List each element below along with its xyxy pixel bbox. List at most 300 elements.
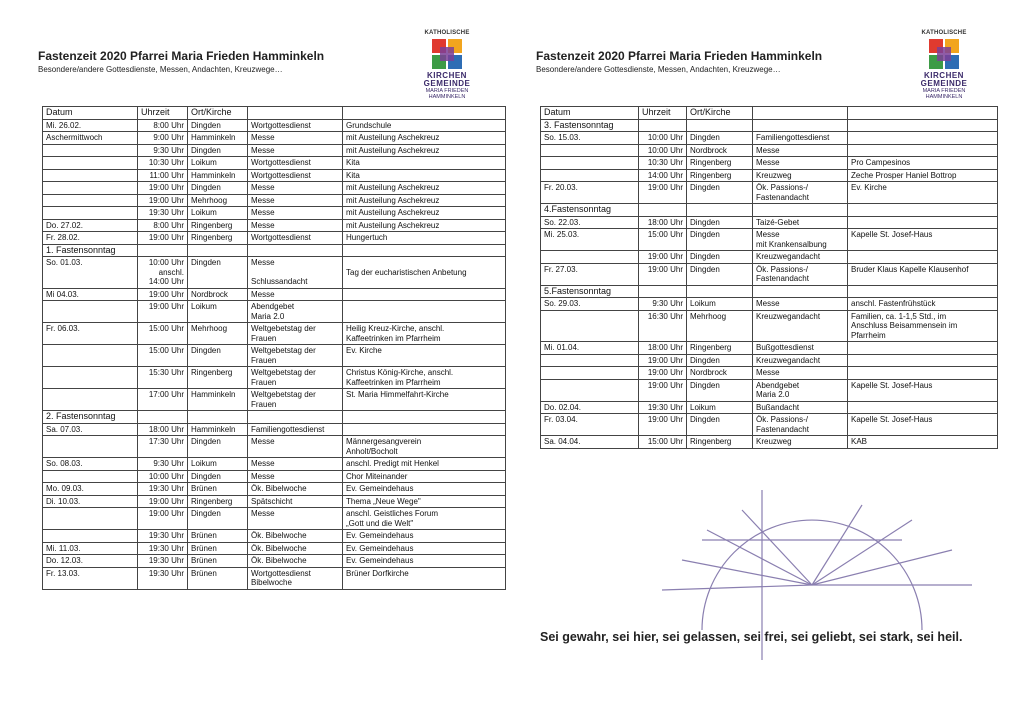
time-cell: 19:00 Uhr bbox=[639, 379, 687, 401]
note-cell bbox=[848, 251, 998, 264]
type-cell: Messe bbox=[753, 367, 848, 380]
place-cell: Dingden bbox=[188, 436, 248, 458]
note-cell bbox=[343, 288, 506, 301]
logo-line-2: GEMEINDE bbox=[423, 79, 471, 88]
place-cell: Ringenberg bbox=[188, 495, 248, 508]
logo-line-2-right: GEMEINDE bbox=[920, 79, 968, 88]
table-row bbox=[541, 401, 998, 414]
type-cell: Weltgebetstag der Frauen bbox=[248, 367, 343, 389]
time-cell: 10:30 Uhr bbox=[138, 157, 188, 170]
date-cell bbox=[541, 310, 639, 342]
time-cell: 19:00 Uhr bbox=[639, 354, 687, 367]
place-cell: Ringenberg bbox=[188, 367, 248, 389]
place-cell: Brünen bbox=[188, 567, 248, 589]
empty-cell bbox=[848, 285, 998, 298]
col-time-header: Uhrzeit bbox=[639, 107, 687, 120]
table-row bbox=[541, 229, 998, 251]
parish-logo-right bbox=[916, 30, 972, 98]
type-cell: Kreuzweg bbox=[753, 436, 848, 449]
type-cell: Familiengottesdienst bbox=[753, 132, 848, 145]
empty-cell bbox=[138, 411, 188, 424]
place-cell: Dingden bbox=[188, 257, 248, 289]
empty-cell bbox=[687, 119, 753, 132]
time-cell: 10:00 Uhr bbox=[639, 144, 687, 157]
date-cell: Fr. 20.03. bbox=[541, 182, 639, 204]
col-place-header: Ort/Kirche bbox=[188, 107, 248, 120]
table-row bbox=[541, 263, 998, 285]
time-cell: 18:00 Uhr bbox=[639, 216, 687, 229]
table-row bbox=[43, 288, 506, 301]
place-cell: Loikum bbox=[188, 207, 248, 220]
time-cell: 15:00 Uhr bbox=[639, 436, 687, 449]
place-cell: Dingden bbox=[687, 379, 753, 401]
place-cell: Dingden bbox=[188, 508, 248, 530]
time-cell: 16:30 Uhr bbox=[639, 310, 687, 342]
type-cell: Ök. Passions-/ Fastenandacht bbox=[753, 182, 848, 204]
type-cell: Kreuzwegandacht bbox=[753, 251, 848, 264]
note-cell: anschl. Geistliches Forum „Gott und die Welt" bbox=[343, 508, 506, 530]
date-cell: Sa. 04.04. bbox=[541, 436, 639, 449]
note-cell: St. Maria Himmelfahrt-Kirche bbox=[343, 389, 506, 411]
type-cell: Ök. Passions-/ Fastenandacht bbox=[753, 414, 848, 436]
note-cell: Kita bbox=[343, 169, 506, 182]
empty-cell bbox=[848, 119, 998, 132]
note-cell: Tag der eucharistischen Anbetung bbox=[343, 257, 506, 289]
place-cell: Ringenberg bbox=[687, 342, 753, 355]
empty-cell bbox=[188, 411, 248, 424]
type-cell: Wortgottesdienst bbox=[248, 119, 343, 132]
type-cell: Messe bbox=[248, 219, 343, 232]
note-cell: Kapelle St. Josef-Haus bbox=[848, 414, 998, 436]
date-cell: Mi. 01.04. bbox=[541, 342, 639, 355]
date-cell bbox=[43, 157, 138, 170]
table-row bbox=[541, 379, 998, 401]
type-cell: Ök. Passions-/ Fastenandacht bbox=[753, 263, 848, 285]
type-cell: Messe bbox=[248, 436, 343, 458]
date-cell bbox=[43, 207, 138, 220]
empty-cell bbox=[753, 285, 848, 298]
note-cell bbox=[848, 354, 998, 367]
time-cell: 10:30 Uhr bbox=[639, 157, 687, 170]
type-cell: Familiengottesdienst bbox=[248, 423, 343, 436]
page-title-right: Fastenzeit 2020 Pfarrei Maria Frieden Hamminkeln bbox=[536, 49, 823, 63]
table-row bbox=[541, 251, 998, 264]
time-cell: 8:00 Uhr bbox=[138, 119, 188, 132]
date-cell bbox=[541, 144, 639, 157]
note-cell: Ev. Kirche bbox=[343, 345, 506, 367]
empty-cell bbox=[343, 244, 506, 257]
table-row bbox=[43, 495, 506, 508]
note-cell: mit Austeilung Aschekreuz bbox=[343, 132, 506, 145]
note-cell: Chor Miteinander bbox=[343, 470, 506, 483]
place-cell: Loikum bbox=[687, 401, 753, 414]
table-row bbox=[43, 144, 506, 157]
date-cell bbox=[43, 182, 138, 195]
type-cell: Taizé-Gebet bbox=[753, 216, 848, 229]
place-cell: Dingden bbox=[687, 216, 753, 229]
col-note-header bbox=[343, 107, 506, 120]
date-cell bbox=[541, 169, 639, 182]
table-row bbox=[43, 367, 506, 389]
date-cell bbox=[43, 436, 138, 458]
place-cell: Brünen bbox=[188, 530, 248, 543]
schedule-table-left bbox=[42, 106, 506, 590]
place-cell: Hamminkeln bbox=[188, 132, 248, 145]
place-cell: Nordbrock bbox=[687, 144, 753, 157]
date-cell: So. 08.03. bbox=[43, 458, 138, 471]
table-row bbox=[541, 367, 998, 380]
empty-cell bbox=[343, 411, 506, 424]
time-cell: 9:00 Uhr bbox=[138, 132, 188, 145]
date-cell bbox=[43, 345, 138, 367]
date-cell: Do. 27.02. bbox=[43, 219, 138, 232]
place-cell: Mehrhoog bbox=[188, 323, 248, 345]
table-row bbox=[43, 483, 506, 496]
time-cell: 19:30 Uhr bbox=[138, 207, 188, 220]
type-cell: Abendgebet Maria 2.0 bbox=[753, 379, 848, 401]
time-cell: 19:00 Uhr bbox=[639, 367, 687, 380]
motto-text: Sei gewahr, sei hier, sei gelassen, sei frei, sei geliebt, sei stark, sei heil. bbox=[540, 630, 963, 644]
place-cell: Dingden bbox=[188, 119, 248, 132]
page-title: Fastenzeit 2020 Pfarrei Maria Frieden Hamminkeln bbox=[38, 49, 325, 63]
note-cell: Grundschule bbox=[343, 119, 506, 132]
time-cell: 10:00 Uhr bbox=[138, 470, 188, 483]
table-row bbox=[541, 132, 998, 145]
table-row bbox=[43, 157, 506, 170]
time-cell: 19:00 Uhr bbox=[138, 182, 188, 195]
table-row bbox=[43, 169, 506, 182]
time-cell: 19:00 Uhr bbox=[639, 263, 687, 285]
section-heading: 4.Fastensonntag bbox=[541, 204, 639, 217]
section-heading: 1. Fastensonntag bbox=[43, 244, 138, 257]
empty-cell bbox=[188, 244, 248, 257]
empty-cell bbox=[639, 204, 687, 217]
type-cell: Messe bbox=[248, 508, 343, 530]
empty-cell bbox=[248, 244, 343, 257]
place-cell: Nordbrock bbox=[188, 288, 248, 301]
time-cell: 18:00 Uhr bbox=[138, 423, 188, 436]
date-cell bbox=[541, 367, 639, 380]
date-cell: Sa. 07.03. bbox=[43, 423, 138, 436]
table-row bbox=[43, 508, 506, 530]
date-cell bbox=[541, 379, 639, 401]
time-cell: 19:00 Uhr bbox=[639, 251, 687, 264]
logo-line-4: HAMMINKELN bbox=[428, 94, 466, 100]
empty-cell bbox=[248, 411, 343, 424]
time-cell: 9:30 Uhr bbox=[138, 144, 188, 157]
type-cell: Weltgebetstag der Frauen bbox=[248, 389, 343, 411]
note-cell: Brüner Dorfkirche bbox=[343, 567, 506, 589]
type-cell: Ök. Bibelwoche bbox=[248, 483, 343, 496]
time-cell: 18:00 Uhr bbox=[639, 342, 687, 355]
empty-cell bbox=[639, 119, 687, 132]
time-cell: 19:30 Uhr bbox=[138, 542, 188, 555]
type-cell: Wortgottesdienst bbox=[248, 169, 343, 182]
time-cell: 19:30 Uhr bbox=[138, 483, 188, 496]
time-cell: 19:30 Uhr bbox=[138, 555, 188, 568]
table-row bbox=[43, 567, 506, 589]
time-cell: 19:00 Uhr bbox=[138, 301, 188, 323]
date-cell bbox=[43, 508, 138, 530]
type-cell: Wortgottesdienst Bibelwoche bbox=[248, 567, 343, 589]
time-cell: 19:00 Uhr bbox=[138, 495, 188, 508]
note-cell: mit Austeilung Aschekreuz bbox=[343, 194, 506, 207]
date-cell: Aschermittwoch bbox=[43, 132, 138, 145]
note-cell: Hungertuch bbox=[343, 232, 506, 245]
section-heading: 3. Fastensonntag bbox=[541, 119, 639, 132]
time-cell: 14:00 Uhr bbox=[639, 169, 687, 182]
note-cell: KAB bbox=[848, 436, 998, 449]
note-cell bbox=[343, 301, 506, 323]
col-date-header: Datum bbox=[43, 107, 138, 120]
page-subtitle-right: Besondere/andere Gottesdienste, Messen, Andachten, Kreuzwege… bbox=[536, 65, 781, 74]
date-cell: Fr. 06.03. bbox=[43, 323, 138, 345]
schedule-table-right bbox=[540, 106, 998, 449]
place-cell: Dingden bbox=[687, 229, 753, 251]
place-cell: Dingden bbox=[188, 144, 248, 157]
type-cell: Bußandacht bbox=[753, 401, 848, 414]
type-cell: Kreuzwegandacht bbox=[753, 310, 848, 342]
date-cell: Fr. 28.02. bbox=[43, 232, 138, 245]
type-cell: Wortgottesdienst bbox=[248, 232, 343, 245]
col-time-header: Uhrzeit bbox=[138, 107, 188, 120]
parish-logo bbox=[419, 30, 475, 98]
table-row bbox=[43, 542, 506, 555]
table-row bbox=[43, 219, 506, 232]
time-cell: 17:00 Uhr bbox=[138, 389, 188, 411]
time-cell: 19:00 Uhr bbox=[138, 194, 188, 207]
place-cell: Dingden bbox=[687, 414, 753, 436]
page-subtitle: Besondere/andere Gottesdienste, Messen, Andachten, Kreuzwege… bbox=[38, 65, 283, 74]
place-cell: Loikum bbox=[188, 301, 248, 323]
section-row bbox=[43, 411, 506, 424]
time-cell: 15:00 Uhr bbox=[138, 345, 188, 367]
place-cell: Ringenberg bbox=[687, 436, 753, 449]
date-cell: Di. 10.03. bbox=[43, 495, 138, 508]
time-cell: 17:30 Uhr bbox=[138, 436, 188, 458]
type-cell: Ök. Bibelwoche bbox=[248, 530, 343, 543]
right-page bbox=[512, 0, 1024, 725]
type-cell: Messe bbox=[753, 144, 848, 157]
table-row bbox=[43, 119, 506, 132]
time-cell: 19:00 Uhr bbox=[138, 232, 188, 245]
empty-cell bbox=[687, 204, 753, 217]
place-cell: Ringenberg bbox=[188, 232, 248, 245]
type-cell: Messe bbox=[753, 298, 848, 311]
date-cell: Fr. 03.04. bbox=[541, 414, 639, 436]
note-cell bbox=[848, 342, 998, 355]
type-cell: Messe bbox=[753, 157, 848, 170]
note-cell bbox=[848, 367, 998, 380]
date-cell: Mo. 09.03. bbox=[43, 483, 138, 496]
col-type-header bbox=[248, 107, 343, 120]
place-cell: Dingden bbox=[687, 132, 753, 145]
place-cell: Loikum bbox=[687, 298, 753, 311]
type-cell: Kreuzweg bbox=[753, 169, 848, 182]
date-cell: Mi. 26.02. bbox=[43, 119, 138, 132]
date-cell: Mi. 11.03. bbox=[43, 542, 138, 555]
type-cell: Messe bbox=[248, 182, 343, 195]
note-cell: Ev. Gemeindehaus bbox=[343, 542, 506, 555]
note-cell: Ev. Gemeindehaus bbox=[343, 483, 506, 496]
table-row bbox=[541, 157, 998, 170]
section-heading: 2. Fastensonntag bbox=[43, 411, 138, 424]
logo-line-1: KIRCHEN bbox=[427, 71, 467, 80]
table-row bbox=[43, 323, 506, 345]
place-cell: Hamminkeln bbox=[188, 423, 248, 436]
table-row bbox=[43, 458, 506, 471]
type-cell: Kreuzwegandacht bbox=[753, 354, 848, 367]
table-row bbox=[43, 436, 506, 458]
empty-cell bbox=[687, 285, 753, 298]
table-row bbox=[43, 423, 506, 436]
table-row bbox=[541, 169, 998, 182]
table-row bbox=[541, 144, 998, 157]
col-note-header bbox=[848, 107, 998, 120]
note-cell: Ev. Kirche bbox=[848, 182, 998, 204]
logo-mark-icon bbox=[925, 37, 963, 71]
date-cell bbox=[541, 251, 639, 264]
date-cell bbox=[541, 354, 639, 367]
date-cell: So. 22.03. bbox=[541, 216, 639, 229]
time-cell: 19:30 Uhr bbox=[639, 401, 687, 414]
date-cell: Mi 04.03. bbox=[43, 288, 138, 301]
place-cell: Dingden bbox=[687, 354, 753, 367]
logo-line-3: MARIA FRIEDEN bbox=[425, 88, 469, 94]
table-row bbox=[541, 354, 998, 367]
table-row bbox=[43, 555, 506, 568]
section-row bbox=[541, 285, 998, 298]
table-row bbox=[541, 182, 998, 204]
note-cell bbox=[848, 132, 998, 145]
empty-cell bbox=[639, 285, 687, 298]
place-cell: Mehrhoog bbox=[188, 194, 248, 207]
empty-cell bbox=[753, 119, 848, 132]
note-cell: Kapelle St. Josef-Haus bbox=[848, 379, 998, 401]
section-heading: 5.Fastensonntag bbox=[541, 285, 639, 298]
note-cell: Familien, ca. 1-1,5 Std., im Anschluss Beisammensein im Pfarrheim bbox=[848, 310, 998, 342]
table-row bbox=[43, 301, 506, 323]
section-row bbox=[43, 244, 506, 257]
note-cell: mit Austeilung Aschekreuz bbox=[343, 219, 506, 232]
note-cell: mit Austeilung Aschekreuz bbox=[343, 207, 506, 220]
date-cell bbox=[43, 169, 138, 182]
table-row bbox=[541, 310, 998, 342]
table-row bbox=[541, 298, 998, 311]
time-cell: 19:00 Uhr bbox=[639, 182, 687, 204]
place-cell: Loikum bbox=[188, 157, 248, 170]
date-cell: Do. 02.04. bbox=[541, 401, 639, 414]
date-cell bbox=[43, 530, 138, 543]
date-cell bbox=[541, 157, 639, 170]
place-cell: Dingden bbox=[687, 251, 753, 264]
type-cell: Ök. Bibelwoche bbox=[248, 555, 343, 568]
note-cell: Kapelle St. Josef-Haus bbox=[848, 229, 998, 251]
logo-line-3-right: MARIA FRIEDEN bbox=[922, 88, 966, 94]
type-cell: Messe bbox=[248, 207, 343, 220]
place-cell: Dingden bbox=[687, 182, 753, 204]
place-cell: Ringenberg bbox=[188, 219, 248, 232]
note-cell bbox=[848, 144, 998, 157]
date-cell bbox=[43, 144, 138, 157]
note-cell: Heilig Kreuz-Kirche, anschl. Kaffeetrinken im Pfarrheim bbox=[343, 323, 506, 345]
table-row bbox=[43, 257, 506, 289]
date-cell: Fr. 27.03. bbox=[541, 263, 639, 285]
table-row bbox=[43, 132, 506, 145]
date-cell bbox=[43, 389, 138, 411]
date-cell bbox=[43, 470, 138, 483]
type-cell: Messe bbox=[248, 458, 343, 471]
note-cell: Christus König-Kirche, anschl. Kaffeetrinken im Pfarrheim bbox=[343, 367, 506, 389]
date-cell: Mi. 25.03. bbox=[541, 229, 639, 251]
time-cell: 10:00 Uhr bbox=[639, 132, 687, 145]
logo-line-4-right: HAMMINKELN bbox=[925, 94, 963, 100]
time-cell: 19:00 Uhr bbox=[138, 508, 188, 530]
time-cell: 19:00 Uhr bbox=[138, 288, 188, 301]
note-cell: Pro Campesinos bbox=[848, 157, 998, 170]
time-cell: 8:00 Uhr bbox=[138, 219, 188, 232]
note-cell bbox=[343, 423, 506, 436]
type-cell: Messe bbox=[248, 144, 343, 157]
time-cell: 9:30 Uhr bbox=[138, 458, 188, 471]
note-cell: anschl. Predigt mit Henkel bbox=[343, 458, 506, 471]
note-cell: Zeche Prosper Haniel Bottrop bbox=[848, 169, 998, 182]
table-row bbox=[43, 232, 506, 245]
date-cell: Do. 12.03. bbox=[43, 555, 138, 568]
table-header-row bbox=[541, 107, 998, 120]
table-header-row bbox=[43, 107, 506, 120]
logo-top-text: KATHOLISCHE bbox=[424, 30, 470, 36]
type-cell: Wortgottesdienst bbox=[248, 157, 343, 170]
table-row bbox=[541, 414, 998, 436]
place-cell: Dingden bbox=[188, 182, 248, 195]
note-cell: Ev. Gemeindehaus bbox=[343, 555, 506, 568]
time-cell: 10:00 Uhr anschl. 14:00 Uhr bbox=[138, 257, 188, 289]
note-cell: Kita bbox=[343, 157, 506, 170]
date-cell: Fr. 13.03. bbox=[43, 567, 138, 589]
time-cell: 19:30 Uhr bbox=[138, 530, 188, 543]
table-row bbox=[43, 530, 506, 543]
place-cell: Brünen bbox=[188, 555, 248, 568]
table-row bbox=[541, 216, 998, 229]
note-cell: anschl. Fastenfrühstück bbox=[848, 298, 998, 311]
col-place-header: Ort/Kirche bbox=[687, 107, 753, 120]
type-cell: Messe bbox=[248, 470, 343, 483]
date-cell bbox=[43, 194, 138, 207]
date-cell: So. 01.03. bbox=[43, 257, 138, 289]
section-row bbox=[541, 119, 998, 132]
time-cell: 9:30 Uhr bbox=[639, 298, 687, 311]
type-cell: Weltgebetstag der Frauen bbox=[248, 323, 343, 345]
type-cell: Weltgebetstag der Frauen bbox=[248, 345, 343, 367]
section-row bbox=[541, 204, 998, 217]
place-cell: Ringenberg bbox=[687, 169, 753, 182]
time-cell: 11:00 Uhr bbox=[138, 169, 188, 182]
table-row bbox=[43, 194, 506, 207]
type-cell: Messe Schlussandacht bbox=[248, 257, 343, 289]
logo-mark-icon bbox=[428, 37, 466, 71]
note-cell bbox=[848, 401, 998, 414]
type-cell: Messe mit Krankensalbung bbox=[753, 229, 848, 251]
place-cell: Hamminkeln bbox=[188, 169, 248, 182]
table-row bbox=[43, 207, 506, 220]
date-cell bbox=[43, 367, 138, 389]
place-cell: Brünen bbox=[188, 542, 248, 555]
place-cell: Brünen bbox=[188, 483, 248, 496]
table-row bbox=[43, 470, 506, 483]
logo-line-1-right: KIRCHEN bbox=[924, 71, 964, 80]
col-type-header bbox=[753, 107, 848, 120]
